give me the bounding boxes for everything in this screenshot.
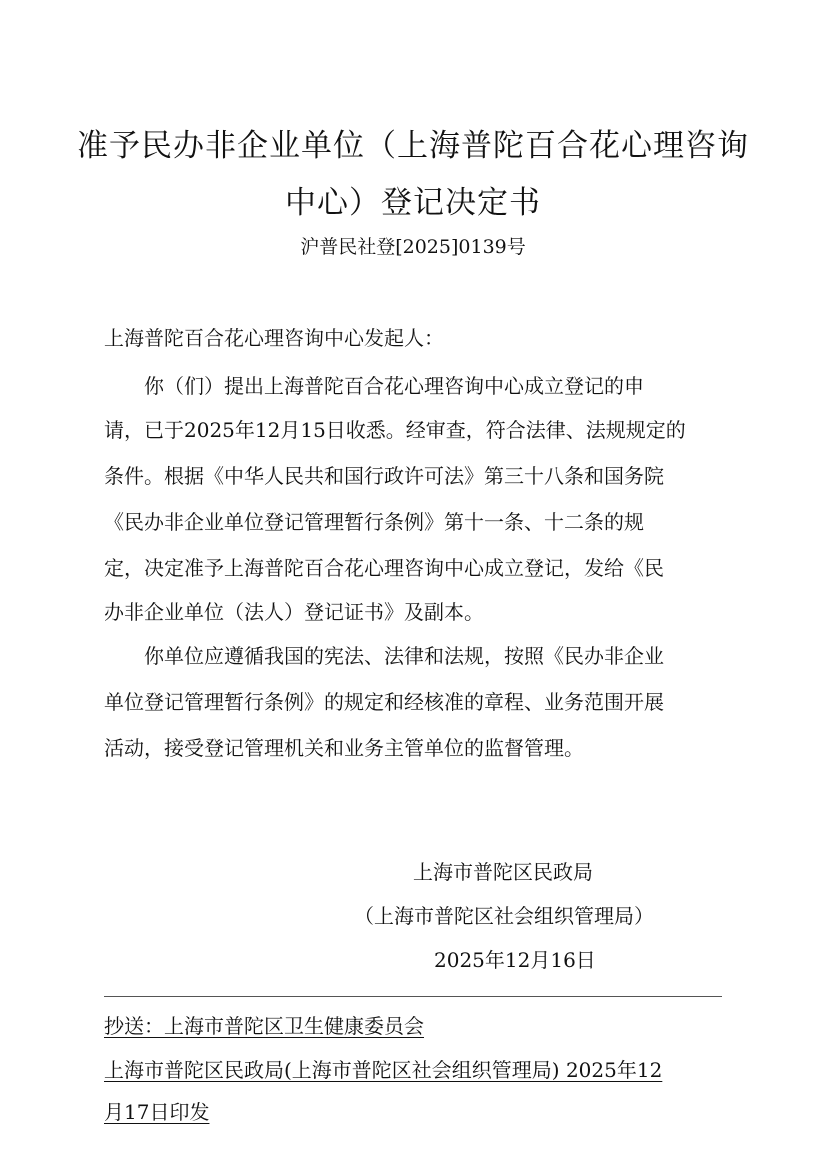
body-line: 《民办非企业单位登记管理暂行条例》第十一条、十二条的规	[104, 510, 644, 534]
document-title-line-2: 中心）登记决定书	[285, 185, 541, 221]
signature-org: 上海市普陀区民政局	[413, 860, 593, 884]
body-line: 请，已于2025年12月15日收悉。经审查，符合法律、法规规定的	[104, 418, 686, 442]
body-line: 办非企业单位（法人）登记证书》及副本。	[104, 600, 484, 624]
issued-line-1: 上海市普陀区民政局(上海市普陀区社会组织管理局) 2025年12	[104, 1058, 663, 1082]
body-line: 你单位应遵循我国的宪法、法律和法规，按照《民办非企业	[144, 644, 664, 668]
body-line: 你（们）提出上海普陀百合花心理咨询中心成立登记的申	[144, 374, 644, 398]
document-number: 沪普民社登[2025]0139号	[300, 236, 526, 258]
cc-line: 抄送：上海市普陀区卫生健康委员会	[104, 1014, 424, 1038]
body-line: 条件。根据《中华人民共和国行政许可法》第三十八条和国务院	[104, 464, 664, 488]
signature-date: 2025年12月16日	[434, 948, 596, 972]
body-line: 单位登记管理暂行条例》的规定和经核准的章程、业务范围开展	[104, 690, 664, 714]
body-line: 活动，接受登记管理机关和业务主管单位的监督管理。	[104, 736, 584, 760]
footer-divider	[104, 996, 722, 997]
document-title-line-1: 准予民办非企业单位（上海普陀百合花心理咨询	[77, 128, 749, 164]
salutation: 上海普陀百合花心理咨询中心发起人：	[104, 326, 444, 350]
signature-org-alt: （上海市普陀区社会组织管理局）	[354, 904, 654, 928]
issued-line-2: 月17日印发	[104, 1100, 210, 1124]
body-line: 定，决定准予上海普陀百合花心理咨询中心成立登记，发给《民	[104, 556, 664, 580]
